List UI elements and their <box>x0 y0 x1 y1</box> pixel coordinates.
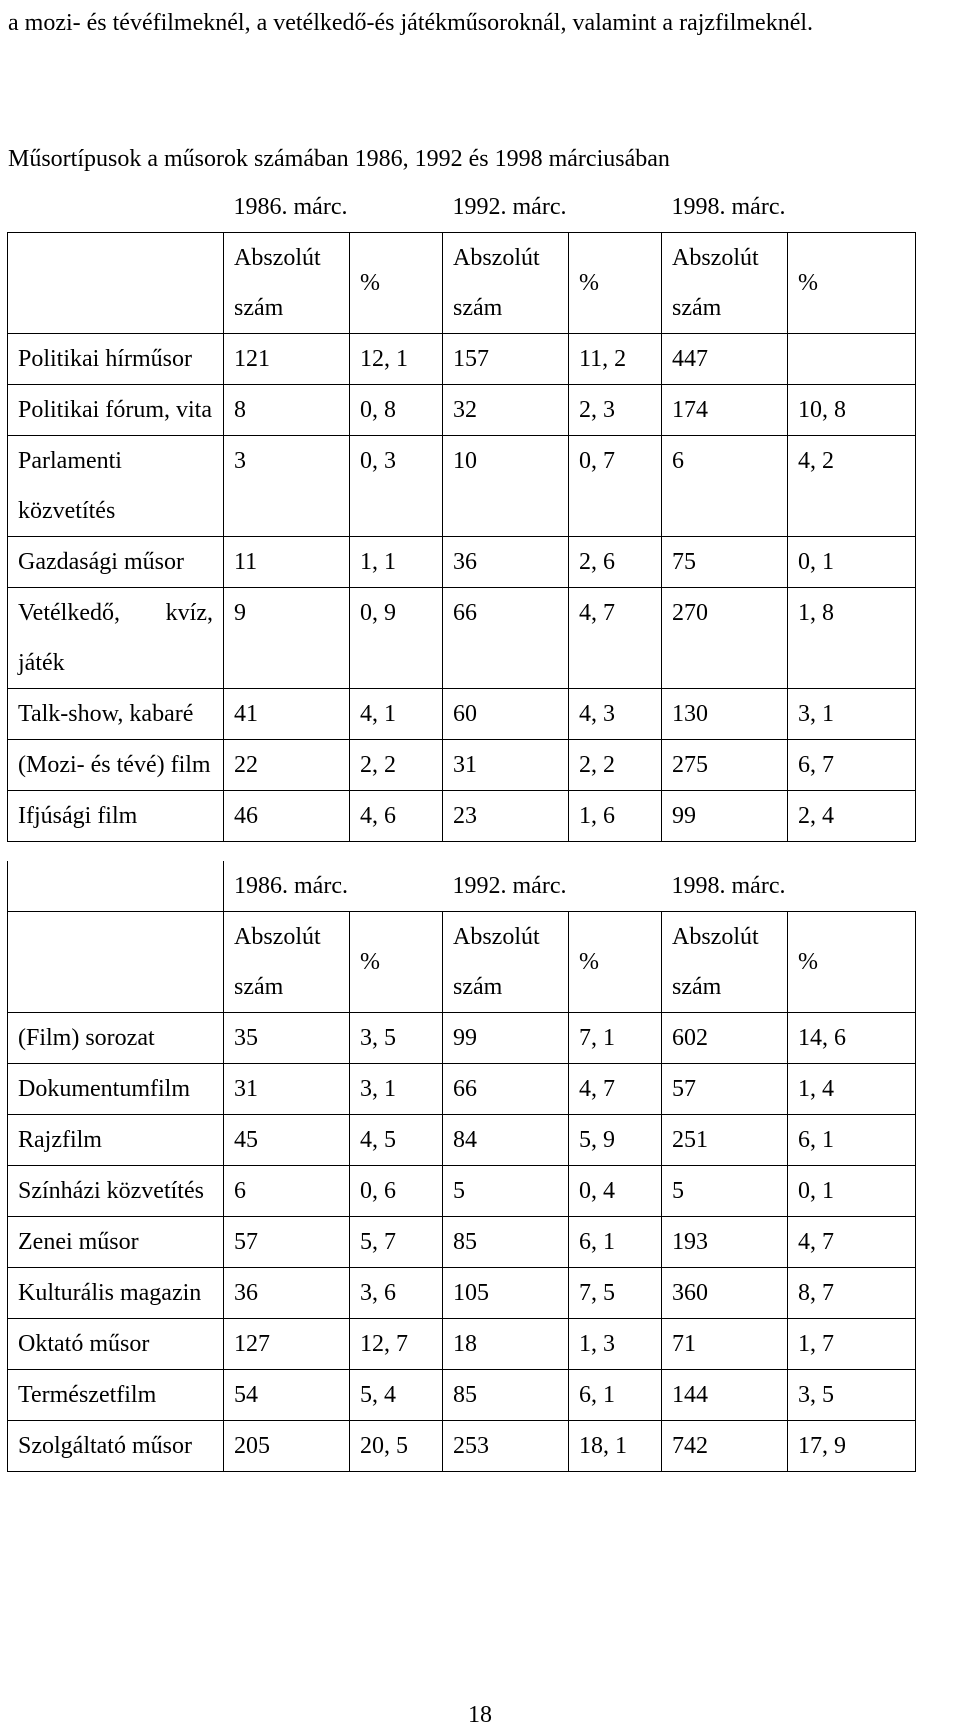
table-row <box>8 791 916 842</box>
row-label: Talk-show, kabaré <box>8 689 224 740</box>
row-label: Színházi közvetítés <box>8 1166 224 1217</box>
value-cell: 1, 8 <box>788 588 916 689</box>
table-row <box>8 740 916 791</box>
value-cell: 447 <box>662 334 788 385</box>
value-cell: 3, 6 <box>350 1268 443 1319</box>
year-header: 1998. márc. <box>662 182 916 233</box>
year-header-row <box>8 861 916 912</box>
value-cell: 11 <box>224 537 350 588</box>
value-cell: 10 <box>443 436 569 537</box>
value-cell: 11, 2 <box>569 334 662 385</box>
abs-header: Abszolút szám <box>662 912 788 1013</box>
value-cell: 17, 9 <box>788 1421 916 1472</box>
value-cell: 3, 5 <box>788 1370 916 1421</box>
row-label: Szolgáltató műsor <box>8 1421 224 1472</box>
value-cell: 8, 7 <box>788 1268 916 1319</box>
value-cell: 144 <box>662 1370 788 1421</box>
value-cell: 5, 9 <box>569 1115 662 1166</box>
value-cell: 3 <box>224 436 350 537</box>
row-label: Oktató műsor <box>8 1319 224 1370</box>
value-cell: 35 <box>224 1013 350 1064</box>
value-cell: 5, 4 <box>350 1370 443 1421</box>
subheader-empty-cell <box>8 233 224 334</box>
value-cell: 2, 2 <box>350 740 443 791</box>
value-cell: 121 <box>224 334 350 385</box>
pct-header: % <box>350 233 443 334</box>
value-cell: 4, 7 <box>788 1217 916 1268</box>
value-cell: 1, 3 <box>569 1319 662 1370</box>
value-cell: 71 <box>662 1319 788 1370</box>
value-cell: 3, 1 <box>350 1064 443 1115</box>
row-label: (Mozi- és tévé) film <box>8 740 224 791</box>
value-cell: 6, 7 <box>788 740 916 791</box>
subheader-row <box>8 912 916 1013</box>
value-cell: 32 <box>443 385 569 436</box>
value-cell: 20, 5 <box>350 1421 443 1472</box>
header-empty-cell <box>8 861 224 912</box>
value-cell <box>788 334 916 385</box>
value-cell: 57 <box>224 1217 350 1268</box>
value-cell: 4, 1 <box>350 689 443 740</box>
value-cell: 1, 1 <box>350 537 443 588</box>
value-cell: 742 <box>662 1421 788 1472</box>
value-cell: 4, 2 <box>788 436 916 537</box>
row-label: Rajzfilm <box>8 1115 224 1166</box>
value-cell: 1, 7 <box>788 1319 916 1370</box>
row-label: Parlamenti közvetítés <box>8 436 224 537</box>
value-cell: 99 <box>443 1013 569 1064</box>
value-cell: 31 <box>443 740 569 791</box>
value-cell: 18 <box>443 1319 569 1370</box>
row-label: Politikai hírműsor <box>8 334 224 385</box>
value-cell: 205 <box>224 1421 350 1472</box>
value-cell: 4, 7 <box>569 588 662 689</box>
value-cell: 57 <box>662 1064 788 1115</box>
table-row <box>8 689 916 740</box>
row-label: Gazdasági műsor <box>8 537 224 588</box>
year-header: 1992. márc. <box>443 182 662 233</box>
pct-header: % <box>788 912 916 1013</box>
table-row <box>8 1115 916 1166</box>
table-row <box>8 334 916 385</box>
value-cell: 85 <box>443 1370 569 1421</box>
value-cell: 12, 1 <box>350 334 443 385</box>
value-cell: 5 <box>662 1166 788 1217</box>
value-cell: 45 <box>224 1115 350 1166</box>
value-cell: 157 <box>443 334 569 385</box>
value-cell: 6, 1 <box>788 1115 916 1166</box>
value-cell: 193 <box>662 1217 788 1268</box>
value-cell: 85 <box>443 1217 569 1268</box>
value-cell: 275 <box>662 740 788 791</box>
table-row <box>8 1217 916 1268</box>
value-cell: 84 <box>443 1115 569 1166</box>
value-cell: 360 <box>662 1268 788 1319</box>
value-cell: 10, 8 <box>788 385 916 436</box>
value-cell: 602 <box>662 1013 788 1064</box>
value-cell: 105 <box>443 1268 569 1319</box>
value-cell: 0, 3 <box>350 436 443 537</box>
subheader-empty-cell <box>8 912 224 1013</box>
value-cell: 99 <box>662 791 788 842</box>
value-cell: 75 <box>662 537 788 588</box>
value-cell: 54 <box>224 1370 350 1421</box>
value-cell: 251 <box>662 1115 788 1166</box>
abs-header: Abszolút szám <box>224 233 350 334</box>
value-cell: 4, 3 <box>569 689 662 740</box>
table-row <box>8 1319 916 1370</box>
value-cell: 2, 6 <box>569 537 662 588</box>
value-cell: 1, 4 <box>788 1064 916 1115</box>
value-cell: 9 <box>224 588 350 689</box>
year-header: 1992. márc. <box>443 861 662 912</box>
row-label: Vetélkedő, kvíz, játék <box>8 588 224 689</box>
value-cell: 3, 5 <box>350 1013 443 1064</box>
pct-header: % <box>788 233 916 334</box>
value-cell: 2, 2 <box>569 740 662 791</box>
table-row <box>8 1421 916 1472</box>
value-cell: 2, 3 <box>569 385 662 436</box>
value-cell: 7, 1 <box>569 1013 662 1064</box>
value-cell: 0, 7 <box>569 436 662 537</box>
row-label: Ifjúsági film <box>8 791 224 842</box>
value-cell: 253 <box>443 1421 569 1472</box>
table-row <box>8 1268 916 1319</box>
value-cell: 6 <box>224 1166 350 1217</box>
value-cell: 41 <box>224 689 350 740</box>
table-row <box>8 1370 916 1421</box>
value-cell: 66 <box>443 1064 569 1115</box>
value-cell: 36 <box>443 537 569 588</box>
value-cell: 46 <box>224 791 350 842</box>
data-table-part-1 <box>7 182 916 842</box>
value-cell: 270 <box>662 588 788 689</box>
pct-header: % <box>569 233 662 334</box>
value-cell: 14, 6 <box>788 1013 916 1064</box>
value-cell: 66 <box>443 588 569 689</box>
abs-header: Abszolút szám <box>443 233 569 334</box>
table-row <box>8 1064 916 1115</box>
subheader-row <box>8 233 916 334</box>
value-cell: 2, 4 <box>788 791 916 842</box>
value-cell: 5, 7 <box>350 1217 443 1268</box>
value-cell: 0, 9 <box>350 588 443 689</box>
table-row <box>8 436 916 537</box>
row-label: Dokumentumfilm <box>8 1064 224 1115</box>
value-cell: 0, 1 <box>788 537 916 588</box>
table-caption: Műsortípusok a műsorok számában 1986, 1992 és 1998 márciusában <box>8 146 670 172</box>
value-cell: 18, 1 <box>569 1421 662 1472</box>
year-header: 1986. márc. <box>224 182 443 233</box>
abs-header: Abszolút szám <box>443 912 569 1013</box>
value-cell: 174 <box>662 385 788 436</box>
value-cell: 12, 7 <box>350 1319 443 1370</box>
intro-paragraph: a mozi- és tévéfilmeknél, a vetélkedő-és játékműsoroknál, valamint a rajzfilmeknél. <box>8 10 814 36</box>
pct-header: % <box>350 912 443 1013</box>
value-cell: 4, 5 <box>350 1115 443 1166</box>
value-cell: 7, 5 <box>569 1268 662 1319</box>
value-cell: 1, 6 <box>569 791 662 842</box>
value-cell: 36 <box>224 1268 350 1319</box>
data-table-part-2 <box>7 861 916 1472</box>
value-cell: 23 <box>443 791 569 842</box>
value-cell: 6 <box>662 436 788 537</box>
table-row <box>8 1166 916 1217</box>
year-header: 1986. márc. <box>224 861 443 912</box>
year-header-row <box>8 182 916 233</box>
value-cell: 0, 1 <box>788 1166 916 1217</box>
value-cell: 6, 1 <box>569 1370 662 1421</box>
row-label: Természetfilm <box>8 1370 224 1421</box>
pct-header: % <box>569 912 662 1013</box>
value-cell: 3, 1 <box>788 689 916 740</box>
value-cell: 22 <box>224 740 350 791</box>
value-cell: 0, 4 <box>569 1166 662 1217</box>
table-row <box>8 1013 916 1064</box>
value-cell: 8 <box>224 385 350 436</box>
header-empty-cell <box>8 182 224 233</box>
value-cell: 60 <box>443 689 569 740</box>
value-cell: 5 <box>443 1166 569 1217</box>
table-row <box>8 385 916 436</box>
row-label: (Film) sorozat <box>8 1013 224 1064</box>
page-number: 18 <box>468 1702 492 1728</box>
value-cell: 0, 6 <box>350 1166 443 1217</box>
table-row <box>8 537 916 588</box>
row-label: Zenei műsor <box>8 1217 224 1268</box>
value-cell: 31 <box>224 1064 350 1115</box>
table-row <box>8 588 916 689</box>
row-label: Kulturális magazin <box>8 1268 224 1319</box>
value-cell: 4, 7 <box>569 1064 662 1115</box>
year-header: 1998. márc. <box>662 861 916 912</box>
value-cell: 127 <box>224 1319 350 1370</box>
abs-header: Abszolút szám <box>224 912 350 1013</box>
value-cell: 130 <box>662 689 788 740</box>
value-cell: 4, 6 <box>350 791 443 842</box>
value-cell: 6, 1 <box>569 1217 662 1268</box>
value-cell: 0, 8 <box>350 385 443 436</box>
abs-header: Abszolút szám <box>662 233 788 334</box>
row-label: Politikai fórum, vita <box>8 385 224 436</box>
